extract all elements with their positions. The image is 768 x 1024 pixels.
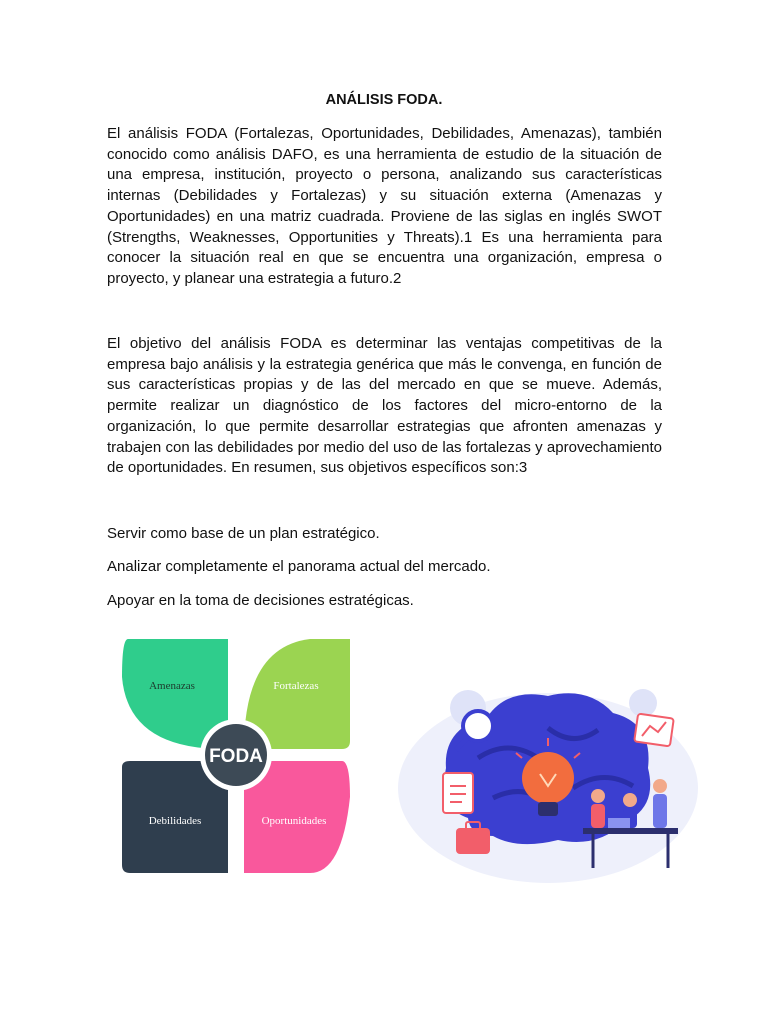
brain-illustration (398, 668, 708, 888)
label-fortalezas: Fortalezas (273, 680, 319, 692)
objective-item: Analizar completamente el panorama actual del mercado. (107, 558, 491, 575)
lightbulb-icon (522, 752, 574, 804)
person-icon (653, 779, 667, 793)
paragraph-definition: El análisis FODA (Fortalezas, Oportunidades, Debilidades, Amenazas), también conocido como análisis DAFO, es una herramienta de estudio de la situación de una empresa, institución, proyecto o persona, analizando sus características internas (Debilidades y Fortalezas) y su situación externa (Amenazas y Oportunidades) en una matriz cuadrada. Proviene de las siglas en inglés SWOT (Strengths, Weaknesses, Opportunities y Threats).1 Es una herramienta para conocer la situación real en que se encuentra una organización, empresa o proyecto, y planear una estrategia a futuro.2 (107, 125, 662, 287)
document-title: ANÁLISIS FODA. (325, 92, 443, 108)
label-debilidades: Debilidades (148, 815, 202, 827)
label-amenazas: Amenazas (149, 680, 195, 692)
magnifier-icon (463, 711, 493, 741)
paragraph-objective: El objetivo del análisis FODA es determinar las ventajas competitivas de la empresa bajo análisis y la estrategia genérica que más le convenga, en función de sus características propias y de las del mercado en que se mueve. Además, permite realizar un diagnóstico de los factores del micro-entorno de la organización, lo que permite desarrollar estrategias que afronten amenazas y trabajen con las debilidades por medio del uso de las fortalezas y aprovechamiento de oportunidades. En resumen, sus objetivos específicos son:3 (107, 335, 662, 477)
objective-item: Apoyar en la toma de decisiones estratégicas. (107, 592, 414, 609)
center-label: FODA (209, 746, 263, 767)
label-oportunidades: Oportunidades (261, 815, 327, 827)
briefcase-icon (456, 828, 490, 854)
objective-item: Servir como base de un plan estratégico. (107, 525, 380, 542)
foda-diagram (120, 637, 352, 875)
person-icon (623, 793, 637, 807)
person-icon (591, 789, 605, 803)
